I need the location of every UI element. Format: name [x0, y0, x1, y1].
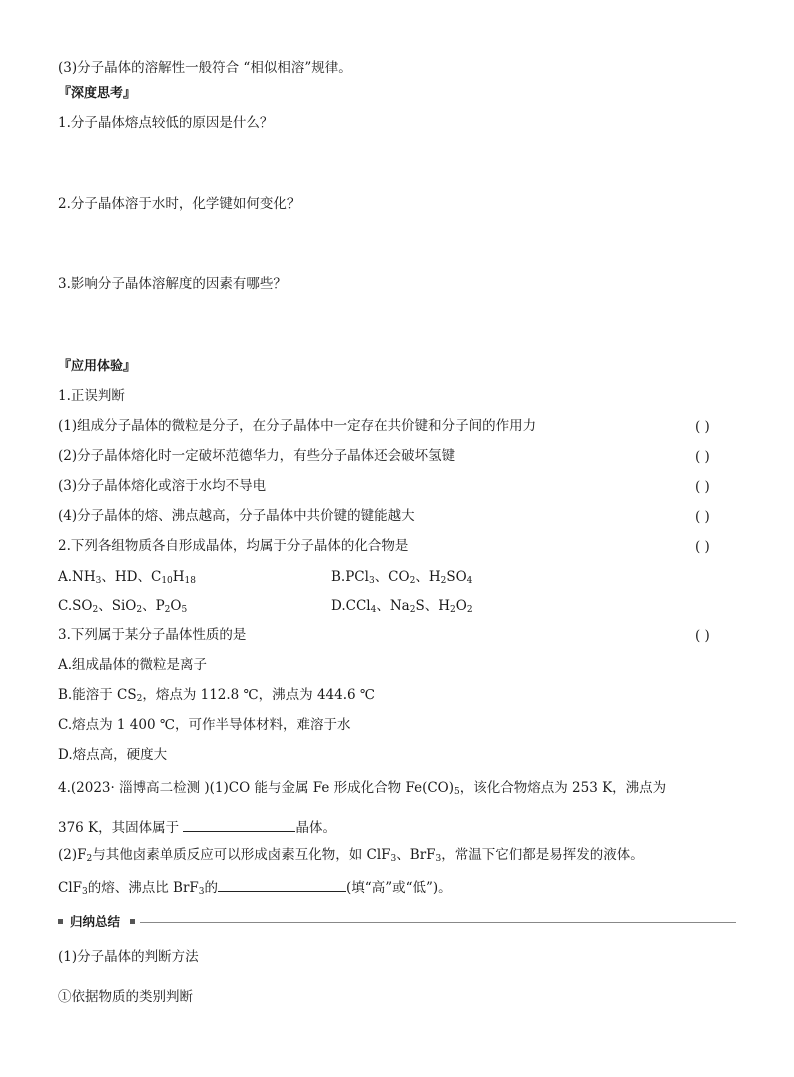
deep-thinking-question-1: 1.分子晶体熔点较低的原因是什么？: [58, 115, 274, 131]
answer-paren[interactable]: ( ): [695, 509, 710, 525]
question-4-line-2: 376 K，其固体属于 晶体。: [58, 817, 736, 837]
answer-paren[interactable]: ( ): [695, 628, 710, 644]
answer-paren[interactable]: ( ): [695, 479, 710, 495]
answer-paren[interactable]: ( ): [695, 419, 710, 435]
divider: [140, 922, 736, 923]
application-heading: 『应用体验』: [58, 359, 137, 374]
deep-thinking-question-2: 2.分子晶体溶于水时，化学键如何变化？: [58, 196, 301, 212]
answer-paren[interactable]: ( ): [695, 449, 710, 465]
question-3-title: 3.下列属于某分子晶体性质的是: [58, 627, 247, 643]
answer-blank-high-low[interactable]: [218, 877, 346, 892]
bullet-square-icon: [58, 919, 63, 924]
q2-option-b: B.PCl$_3$、$CO_2$、$H_2SO_4$: [331, 569, 473, 586]
question-2-title: 2.下列各组物质各自形成晶体，均属于分子晶体的化合物是: [58, 538, 409, 554]
answer-blank-crystal-type[interactable]: [183, 817, 295, 832]
q3-option-a: A.组成晶体的微粒是离子: [58, 657, 208, 673]
deep-thinking-heading: 『深度思考』: [58, 86, 137, 101]
summary-heading: 归纳总结: [70, 914, 121, 929]
judgement-item-3: (3)分子晶体熔化或溶于水均不导电: [58, 478, 267, 494]
answer-paren[interactable]: ( ): [695, 539, 710, 555]
q3-option-d: D.熔点高，硬度大: [58, 747, 168, 763]
q2-option-c: $C.SO_2$、SiO$_2$、$P_2O_5$: [58, 598, 188, 615]
question-1-title: 1.正误判断: [58, 388, 125, 404]
q3-option-b: B.能溶于 $CS_2$，熔点为 112.8 ℃，沸点为 444.6 ℃: [58, 687, 375, 704]
bullet-square-icon: [130, 919, 135, 924]
deep-thinking-question-3: 3.影响分子晶体溶解度的因素有哪些？: [58, 276, 287, 292]
question-4-line-4: ClF$_3$的熔、沸点比 BrF$_3$的 (填“高”或“低”)。: [58, 877, 736, 897]
q2-option-d: D.CCl$_4$、$Na_2S$、$H_2O_2$: [331, 598, 473, 615]
question-4-line-1: 4.(2023· 淄博高二检测 )(1)CO 能与金属 Fe 形成化合物 $Fe(CO)_5$，该化合物熔点为 253 K，沸点为: [58, 780, 667, 797]
q2-option-a: $A.NH_3$、HD、$C_{10}H_{18}$: [58, 569, 196, 586]
question-4-line-3: $(2)F_2$与其他卤素单质反应可以形成卤素互化物，如 ClF$_3$、BrF$_3$，常温下它们都是易挥发的液体。: [58, 847, 644, 864]
judgement-item-1: (1)组成分子晶体的微粒是分子，在分子晶体中一定存在共价键和分子间的作用力: [58, 418, 537, 434]
judgement-item-4: (4)分子晶体的熔、沸点越高，分子晶体中共价键的键能越大: [58, 508, 415, 524]
judgement-item-2: (2)分子晶体熔化时一定破坏范德华力，有些分子晶体还会破坏氢键: [58, 448, 456, 464]
summary-item-1-sub: ①依据物质的类别判断: [58, 989, 193, 1005]
intro-item-3: (3)分子晶体的溶解性一般符合 “相似相溶”规律。: [58, 60, 352, 76]
summary-item-1: (1)分子晶体的判断方法: [58, 949, 199, 965]
summary-section-header: [58, 913, 736, 931]
q3-option-c: C.熔点为 1 400 ℃，可作半导体材料，难溶于水: [58, 717, 351, 733]
